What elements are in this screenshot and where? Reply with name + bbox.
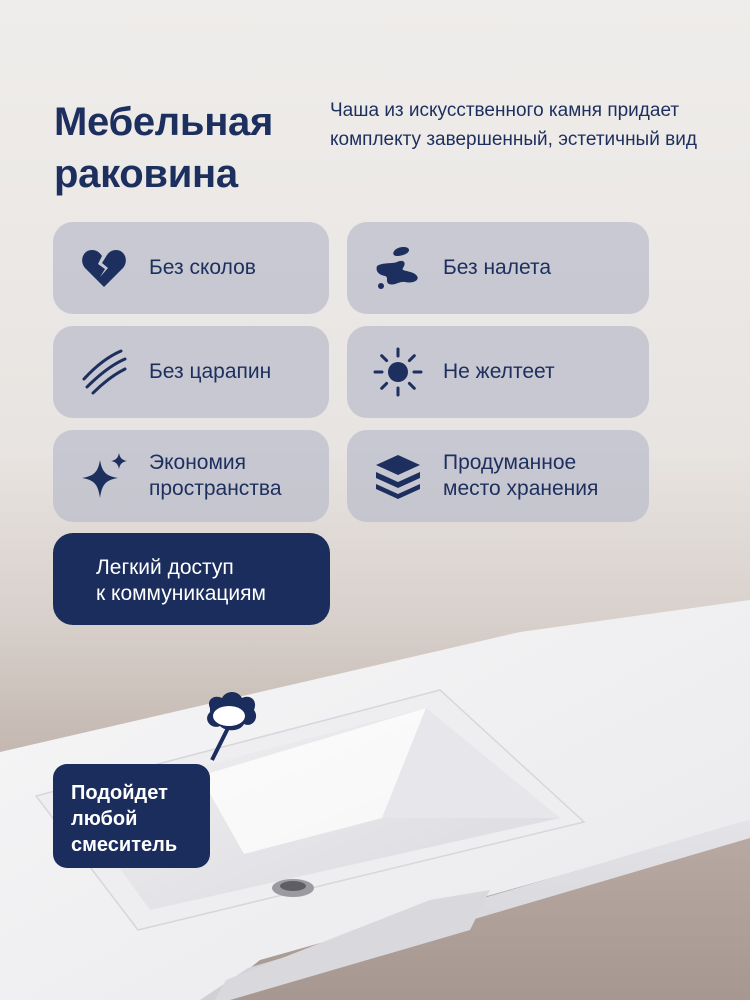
highlight-line-2: к коммуникациям — [96, 582, 266, 605]
feature-label — [149, 450, 282, 502]
subtitle-line-2: комплекту завершенный, эстетичный вид — [330, 129, 697, 150]
title-line-2: раковина — [54, 152, 238, 196]
subtitle — [330, 96, 720, 154]
feature-card-no-yellowing — [347, 326, 649, 418]
faucet-callout — [53, 764, 210, 868]
highlight-card-easy-access — [53, 533, 330, 625]
feature-label — [443, 450, 598, 502]
feature-label-line-2: место хранения — [443, 477, 599, 500]
feature-label: Без сколов — [149, 256, 256, 279]
feature-card-no-stains — [347, 222, 649, 314]
scratch-lines-icon — [79, 347, 129, 397]
feature-label: Без налета — [443, 256, 552, 279]
feature-label: Не желтеет — [443, 360, 555, 383]
layers-icon — [373, 451, 423, 501]
feature-card-no-chips — [53, 222, 329, 314]
feature-label-line-1: Продуманное — [443, 451, 577, 474]
highlight-line-1: Легкий доступ — [96, 556, 234, 579]
title-line-1: Мебельная — [54, 100, 274, 144]
callout-line-3: смеситель — [71, 834, 178, 856]
sparkle-icon — [79, 451, 129, 501]
sun-icon — [373, 347, 423, 397]
subtitle-line-1: Чаша из искусственного камня придает — [330, 100, 680, 121]
broken-heart-icon — [79, 243, 129, 293]
feature-card-no-scratches — [53, 326, 329, 418]
feature-label: Без царапин — [149, 360, 272, 383]
callout-line-1: Подойдет — [71, 782, 168, 804]
callout-line-2: любой — [71, 808, 138, 830]
feature-card-storage — [347, 430, 649, 522]
feature-label-line-2: пространства — [149, 477, 282, 500]
feature-label-line-1: Экономия — [149, 451, 247, 474]
feature-card-space-saving — [53, 430, 329, 522]
splash-icon — [373, 243, 423, 293]
page-title — [54, 96, 314, 200]
